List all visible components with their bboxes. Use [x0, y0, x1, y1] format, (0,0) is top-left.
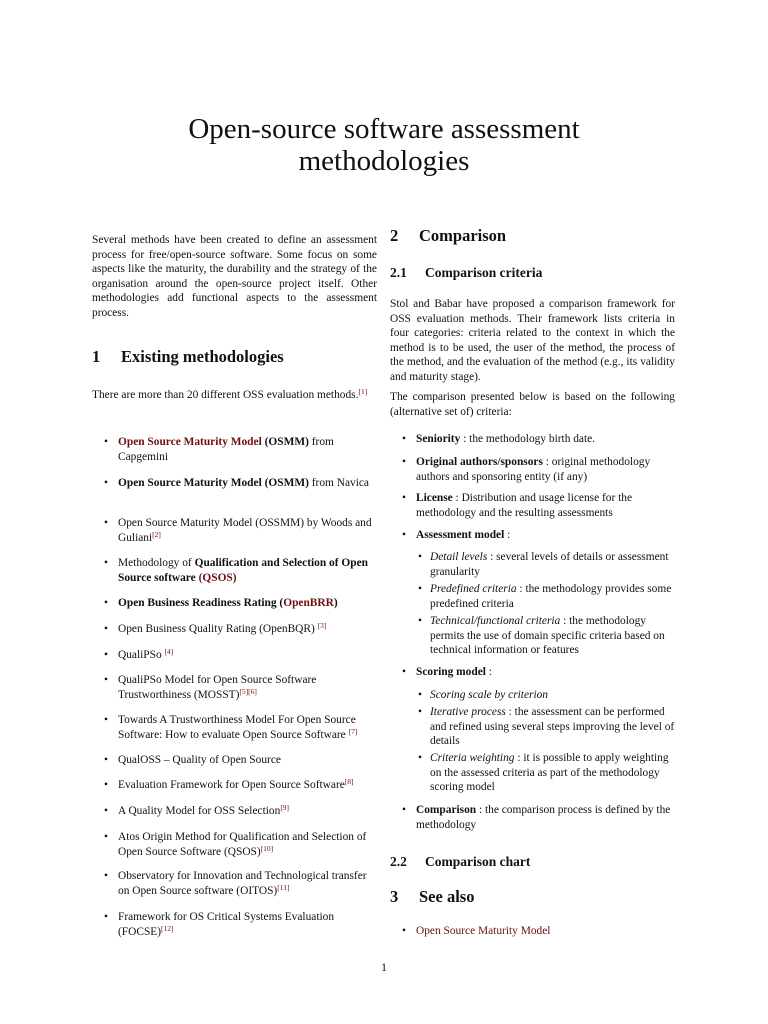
list-item: • Scoring model : — [416, 665, 675, 680]
citation-link[interactable]: [9] — [280, 803, 290, 812]
list-item: • QualiPSo [4] — [118, 648, 377, 663]
page-number: 1 — [381, 960, 387, 974]
list-item: • Open Source Maturity Model (OSMM) from Capgemini — [118, 435, 377, 464]
section-1-heading: 1 Existing methodologies — [92, 347, 284, 366]
list-item: • Technical/functional criteria : the methodology permits the use of domain specific criteria based on technical information or features — [430, 614, 675, 658]
title-line-1: Open-source software assessment — [188, 113, 580, 145]
osmm-capgemini-link[interactable]: Open Source Maturity Model — [118, 436, 262, 448]
list-item: • Open Business Quality Rating (OpenBQR) [3] — [118, 622, 377, 637]
list-item: • Atos Origin Method for Qualification and Selection of Open Source Software (QSOS)[10] — [118, 830, 377, 859]
page-title — [90, 113, 678, 177]
criteria-paragraph: Stol and Babar have proposed a comparison framework for OSS evaluation methods. Their framework lists criteria in four categories: criteria related to the context in which the method is to be used, the user of the method, the process of the method, and the evaluation of the method (e.g., its validity and maturity stage). — [390, 298, 675, 383]
citation-link[interactable]: [7] — [348, 726, 358, 736]
list-item: • Methodology of Qualification and Selection of Open Source software (QSOS) — [118, 556, 377, 585]
openbrr-link[interactable]: OpenBRR — [283, 597, 334, 609]
citation-link[interactable]: [11] — [277, 882, 290, 892]
list-item: • QualOSS – Quality of Open Source — [118, 753, 377, 768]
list-item: • Observatory for Innovation and Technological transfer on Open Source software (OITOS)[11] — [118, 869, 377, 898]
list-item: • Scoring scale by criterion — [430, 688, 675, 703]
list-item: • Iterative process : the assessment can be performed and refined using several steps improving the level of details — [430, 705, 675, 749]
list-item: • Open Business Readiness Rating (OpenBRR) — [118, 596, 377, 611]
list-item: • License : Distribution and usage license for the methodology and the resulting assessments — [416, 491, 675, 520]
osmm-see-also-link[interactable]: Open Source Maturity Model — [416, 925, 551, 937]
section-3-heading: 3 See also — [390, 887, 475, 906]
section-2-1-heading: 2.1 Comparison criteria — [390, 265, 543, 280]
list-item: • Detail levels : several levels of details or assessment granularity — [430, 550, 675, 579]
list-item: • Predefined criteria : the methodology provides some predefined criteria — [430, 582, 675, 611]
list-item: • Evaluation Framework for Open Source Software[8] — [118, 778, 377, 793]
citation-link[interactable]: [10] — [260, 843, 274, 853]
list-item: • QualiPSo Model for Open Source Software Trustworthiness (MOSST)[5][6] — [118, 673, 377, 702]
citation-link[interactable]: [4] — [164, 647, 174, 656]
citation-link[interactable]: [12] — [161, 923, 174, 933]
title-line-2: methodologies — [298, 145, 470, 177]
list-item: • Framework for OS Critical Systems Evaluation (FOCSE)[12] — [118, 910, 377, 939]
list-item: • Criteria weighting : it is possible to apply weighting on the assessed criteria as part of the methodology scoring model — [430, 751, 675, 795]
comparison-intro: The comparison presented below is based on the following (alternative set of) criteria: — [390, 391, 675, 418]
list-item: • Towards A Trustworthiness Model For Open Source Software: How to evaluate Open Source Software [7] — [118, 713, 377, 742]
list-item: • Open Source Maturity Model (OSSMM) by Woods and Guliani[2] — [118, 516, 377, 545]
list-item: • Comparison : the comparison process is defined by the methodology — [416, 803, 675, 832]
list-item: • Seniority : the methodology birth date. — [416, 432, 675, 447]
citation-link[interactable]: [3] — [317, 621, 327, 630]
section-2-2-heading: 2.2 Comparison chart — [390, 854, 531, 869]
citation-link[interactable]: [8] — [344, 777, 354, 786]
list-item — [416, 924, 675, 939]
section-2-heading: 2 Comparison — [390, 226, 507, 245]
list-item: • Open Source Maturity Model (OSMM) from Navica — [118, 476, 377, 491]
citation-link[interactable]: [5][6] — [239, 686, 257, 696]
section-1-text: There are more than 20 different OSS evaluation methods.[1] — [92, 387, 368, 401]
citation-link[interactable]: [1] — [358, 387, 368, 396]
list-item: • A Quality Model for OSS Selection[9] — [118, 804, 377, 819]
list-item: • Assessment model : — [416, 528, 675, 543]
qsos-link[interactable]: (QSOS) — [198, 571, 237, 584]
intro-paragraph: Several methods have been created to define an assessment process for free/open-source software. Some focus on some aspects like the maturity, the durability and the strategy of the organisation around the open-source project itself. Other methodologies add functional aspects to the assessment process. — [92, 234, 377, 319]
list-item: • Original authors/sponsors : original methodology authors and sponsoring entity (if any) — [416, 455, 675, 484]
citation-link[interactable]: [2] — [152, 529, 161, 539]
